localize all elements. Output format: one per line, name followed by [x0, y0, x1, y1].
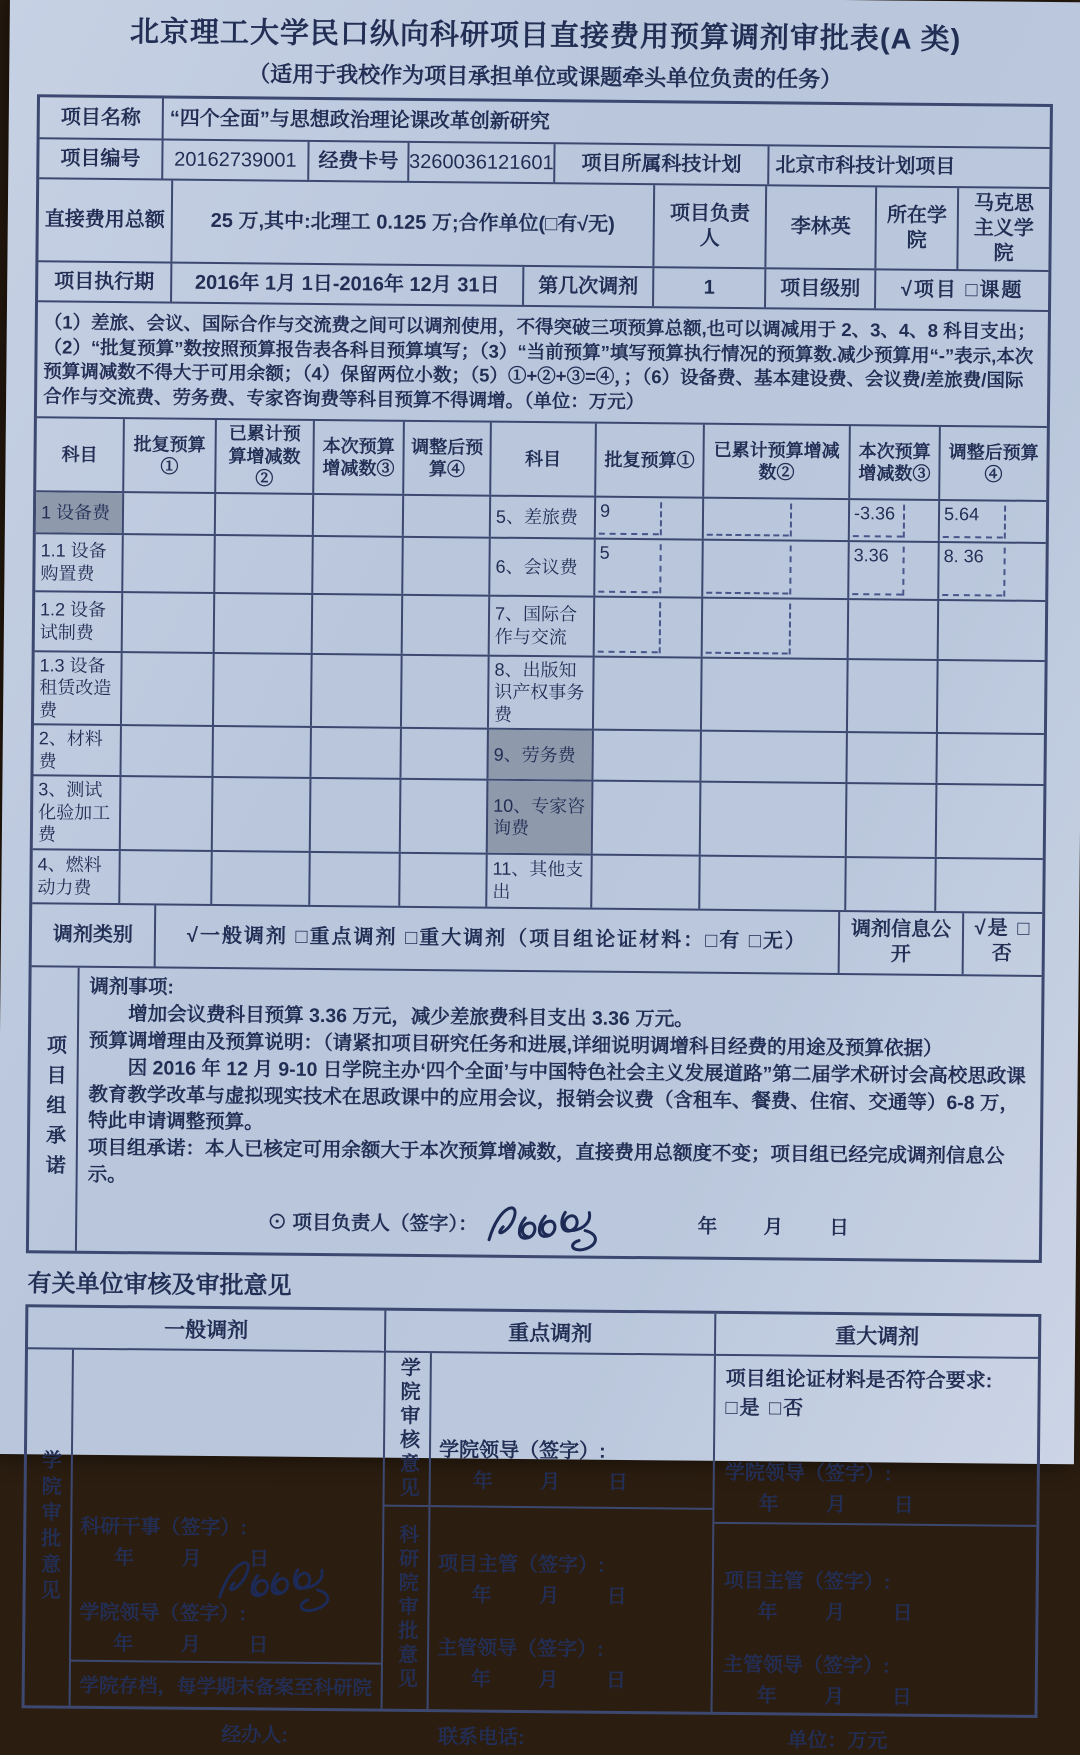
cell-blank — [399, 729, 486, 779]
info-public-label: 调剂信息公开 — [838, 912, 963, 974]
cell-blank — [591, 782, 700, 855]
subject-labor: 9、劳务费 — [486, 730, 591, 780]
general-body — [25, 1347, 384, 1708]
major-question-checkboxes: □是 □否 — [725, 1397, 806, 1420]
cell-blank — [310, 655, 401, 727]
cell-blank — [121, 593, 214, 652]
total-value: 25 万,其中:北理工 0.125 万;合作单位(□有√无) — [170, 181, 653, 267]
subject-equipment-purchase: 1.1 设备购置费 — [40, 540, 107, 584]
notes-text — [37, 302, 1048, 426]
cell-blank — [591, 731, 699, 781]
travel-current: -3.36 — [848, 500, 938, 541]
budget-header-approved-right: 批复预算① — [594, 424, 703, 497]
cell-blank — [935, 785, 1044, 858]
key-review-content — [428, 1353, 713, 1508]
leader-sign-line — [87, 1193, 1029, 1258]
cell-blank — [120, 653, 213, 725]
level-value: √项目 □课题 — [874, 270, 1048, 310]
cell-blank — [311, 537, 402, 594]
cell-blank — [214, 494, 312, 535]
promise-label: 项目组承诺： — [87, 1137, 206, 1161]
cell-blank — [845, 733, 935, 783]
cell-blank — [400, 656, 488, 728]
approval-table — [22, 1304, 1042, 1718]
cell-blank — [121, 535, 214, 592]
subject-fuel: 4、燃料动力费 — [37, 854, 102, 898]
subject-intl-coop: 7、国际合作与交流 — [488, 596, 594, 655]
subject-testing: 3、测试化验加工费 — [37, 779, 111, 845]
key-review-vertical-label: 学院审核意见 — [396, 1356, 420, 1502]
fund-card-value: 3260036121601 — [407, 143, 553, 182]
budget-header-subject-right: 科目 — [489, 423, 595, 496]
subject-meeting: 6、会议费 — [488, 538, 594, 595]
cell-blank — [398, 854, 485, 907]
intl-current — [847, 600, 938, 659]
notes-line2: （2）“批复预算”数按照预算报告表各科目预算填写；（3）“当前预算”填写预算执行情况的预算数.减少预算用“-”表示,本次预算调减数不得大于可用余额；（4）保留两位小数；（5）①+②+③=④，；（6）设备费、基本建设费、会议费/差旅费/国际合作与交流费、劳务费、专家咨询费等科目预算不得调增。（单位：万元） — [43, 335, 1034, 412]
level-label: 项目级别 — [764, 269, 874, 308]
info-public-value: √是 □否 — [962, 913, 1043, 975]
meeting-approved: 5 — [593, 540, 702, 597]
cell-blank — [845, 784, 936, 856]
unit-note: 单位：万元 — [787, 1729, 888, 1753]
subject-material: 2、材料费 — [38, 728, 103, 772]
subject-travel: 5、差旅费 — [489, 496, 594, 537]
cell-blank — [211, 727, 309, 777]
intl-approved — [593, 598, 702, 657]
cell-blank — [590, 855, 698, 908]
reason-label: 预算调增理由及预算说明： — [88, 1029, 324, 1054]
budget-header-row — [36, 417, 1047, 500]
adjust-item-title: 调剂事项: — [89, 975, 175, 999]
subject-equipment-trial: 1.2 设备试制费 — [39, 599, 107, 643]
cell-blank — [698, 857, 844, 910]
budget-row-7 — [32, 848, 1042, 912]
promise-line — [88, 1135, 1030, 1198]
key-supervisor-sign-label: 主管领导（签字）: — [437, 1637, 604, 1661]
subject-equipment-lease: 1.3 设备租赁改造费 — [39, 655, 112, 721]
cell-blank — [312, 495, 402, 536]
budget-row-6 — [33, 775, 1044, 858]
period-label: 项目执行期 — [54, 269, 155, 293]
cell-blank — [309, 728, 399, 778]
key-pm-sign-date: 年 月 日 — [471, 1584, 627, 1609]
subject-expert: 10、专家咨询费 — [486, 781, 592, 854]
promise-text: 本人已核定可用余额大于本次预算增减数，直接费用总额度不变；项目组已经完成调剂信息公示。 — [87, 1138, 1005, 1187]
budget-header-current-left: 本次预算增减数③ — [312, 421, 403, 493]
leader-signature — [477, 1196, 638, 1256]
key-review-block — [384, 1351, 713, 1508]
adjust-item-text: 增加会议费科目预算 3.36 万元，减少差旅费科目支出 3.36 万元。 — [128, 1002, 694, 1031]
cell-blank — [308, 853, 398, 906]
cell-blank — [213, 594, 312, 653]
major-pm-sign-label: 项目主管（签字）: — [723, 1570, 891, 1594]
page-subtitle: （适用于我校作为项目承担单位或课题牵头单位负责的任务） — [248, 61, 843, 92]
budget-header-accum-right: 已累计预算增减数② — [702, 425, 849, 498]
cell-blank — [401, 538, 489, 595]
cell-blank — [700, 659, 847, 732]
plan-value: 北京市科技计划项目 — [767, 146, 1049, 187]
times-label: 第几次调剂 — [522, 267, 652, 306]
major-supervisor-sign-label: 主管领导（签字）: — [722, 1654, 890, 1678]
leader-value: 李林英 — [764, 186, 875, 268]
cell-blank — [401, 596, 489, 655]
dean-sign-label: 学院领导（签字）: — [79, 1601, 247, 1626]
cell-blank — [122, 493, 214, 534]
cell-blank — [402, 496, 489, 537]
budget-header-accum-left: 已累计预算增减数② — [214, 420, 313, 492]
subject-other: 11、其他支出 — [485, 854, 590, 907]
approval-columns — [25, 1307, 1039, 1715]
reason-text: 因 2016 年 12 月 9-10 日学院主办‘四个全面’与中国特色社会主义发展道路”第二届学术研讨会高校思政课教育教学改革与虚拟现实技术在思政课中的应用会议，报销会议费（含租车、餐费、住宿、交通等）6-8 万，特此申请调整预算。 — [88, 1056, 1026, 1134]
approval-section-title: 有关单位审核及审批意见 — [27, 1270, 292, 1300]
notes-line1: （1）差旅、会议、国际合作与交流费之间可以调剂使用，不得突破三项预算总额,也可以调减用于 2、3、4、8 科目支出； — [43, 311, 1036, 342]
budget-header-adjusted-left: 调整后预算④ — [402, 422, 490, 494]
cell-blank — [844, 858, 934, 911]
budget-header-adjusted-right: 调整后预算④ — [938, 427, 1047, 500]
cell-blank — [212, 654, 311, 726]
general-vertical-label: 学院审批意见 — [37, 1449, 61, 1606]
commitment-vertical-label: 项目组承诺 — [42, 1033, 66, 1185]
page-title: 北京理工大学民口纵向科研项目直接费用预算调剂审批表(A 类) — [129, 16, 962, 57]
subject-equipment: 1 设备费 — [36, 492, 122, 533]
approval-col-key — [381, 1311, 715, 1712]
key-approve-block — [383, 1505, 713, 1712]
dean-signature — [205, 1549, 356, 1620]
project-no-value: 20162739001 — [161, 140, 307, 179]
footer-line — [21, 1716, 1037, 1755]
row-total-cost — [38, 177, 1049, 270]
cell-blank — [119, 777, 212, 849]
fund-card-label: 经费卡号 — [307, 142, 407, 181]
school-label: 所在学院 — [874, 187, 957, 269]
reason-hint: （请紧扣项目研究任务和进展,详细说明调增科目经费的用途及预算依据） — [322, 1031, 943, 1060]
project-no-label: 项目编号 — [60, 146, 141, 170]
general-content — [69, 1350, 384, 1709]
key-approve-vertical-label: 科研院审批意见 — [394, 1523, 418, 1693]
cell-blank — [846, 660, 937, 732]
cell-blank — [213, 536, 312, 593]
subject-publication: 8、出版知识产权事务费 — [487, 656, 593, 729]
clerk-sign-label: 科研干事（签字）: — [80, 1515, 248, 1540]
archive-note: 学院存档，每学期末备案至科研院 — [71, 1660, 381, 1709]
row-notes — [37, 300, 1048, 426]
cell-blank — [399, 780, 487, 852]
meeting-accum — [701, 541, 848, 598]
cell-blank — [934, 859, 1042, 912]
cell-blank — [936, 661, 1045, 734]
project-name-label: 项目名称 — [60, 105, 141, 129]
major-approve-block — [713, 1522, 1037, 1715]
approval-col-major — [711, 1314, 1039, 1715]
cell-blank — [935, 734, 1043, 784]
row-commitment — [29, 965, 1042, 1260]
travel-adjusted: 5.64 — [938, 501, 1046, 542]
major-dean-sign-date: 年 月 日 — [758, 1493, 914, 1517]
cell-blank — [118, 851, 210, 904]
total-label: 直接费用总额 — [44, 208, 165, 232]
intl-adjusted — [937, 601, 1046, 660]
cell-blank — [211, 778, 310, 850]
clerk-sign-date: 年 月 日 — [113, 1547, 270, 1571]
general-title: 一般调剂 — [164, 1318, 249, 1343]
category-label: 调剂类别 — [52, 923, 134, 947]
key-pm-sign-label: 项目主管（签字）: — [437, 1553, 605, 1577]
cell-blank — [210, 852, 308, 905]
cell-blank — [311, 595, 402, 654]
phone-label: 联系电话: — [437, 1726, 525, 1750]
row-category — [32, 902, 1043, 975]
cell-blank — [309, 779, 400, 851]
cell-blank — [699, 783, 846, 856]
meeting-current: 3.36 — [847, 542, 938, 599]
commitment-body — [75, 968, 1042, 1260]
key-approve-content — [427, 1507, 713, 1712]
main-form-table — [26, 94, 1053, 1263]
general-sign-area — [71, 1350, 384, 1663]
key-dean-sign-label: 学院领导（签字）: — [438, 1439, 606, 1463]
period-value: 2016年 1月 1日-2016年 12月 31日 — [170, 264, 522, 305]
meeting-adjusted: 8. 36 — [937, 543, 1046, 600]
cell-blank — [592, 657, 701, 730]
travel-accum — [702, 499, 848, 540]
intl-accum — [701, 599, 848, 658]
travel-approved: 9 — [594, 498, 702, 539]
approval-col-general — [25, 1307, 385, 1708]
budget-header-subject-left: 科目 — [61, 444, 98, 465]
category-options: √一般调剂 □重点调剂 □重大调剂（项目组论证材料：□有 □无） — [154, 905, 839, 973]
school-value: 马克思主义学院 — [956, 188, 1049, 270]
budget-row-2 — [35, 532, 1046, 600]
key-dean-sign-date: 年 月 日 — [472, 1470, 628, 1495]
major-title: 重大调剂 — [835, 1325, 920, 1349]
major-supervisor-sign-date: 年 月 日 — [756, 1685, 912, 1709]
cell-blank — [699, 732, 845, 782]
leader-sign-label: ⊙ 项目负责人（签字）： — [267, 1211, 478, 1236]
key-supervisor-sign-date: 年 月 日 — [470, 1668, 627, 1693]
major-question: 项目组论证材料是否符合要求: — [725, 1368, 993, 1393]
cell-blank — [119, 726, 211, 776]
times-value: 1 — [652, 268, 764, 307]
budget-header-approved-left: 批复预算① — [122, 419, 215, 491]
plan-label: 项目所属科技计划 — [553, 144, 767, 184]
budget-row-3 — [35, 590, 1046, 660]
key-title: 重点调剂 — [508, 1321, 593, 1346]
budget-row-5 — [33, 724, 1043, 785]
leader-sign-date: 年 月 日 — [697, 1215, 849, 1239]
operator-label: 经办人: — [221, 1724, 289, 1747]
budget-header-current-right: 本次预算增减数③ — [848, 426, 939, 498]
project-name-value: “四个全面”与思想政治理论课改革创新研究 — [162, 98, 1050, 147]
budget-row-4 — [34, 650, 1045, 733]
leader-label: 项目负责人 — [652, 185, 765, 267]
major-dean-sign-label: 学院领导（签字）: — [724, 1462, 892, 1486]
dean-sign-date: 年 月 日 — [113, 1633, 269, 1657]
major-pm-sign-date: 年 月 日 — [757, 1601, 913, 1625]
